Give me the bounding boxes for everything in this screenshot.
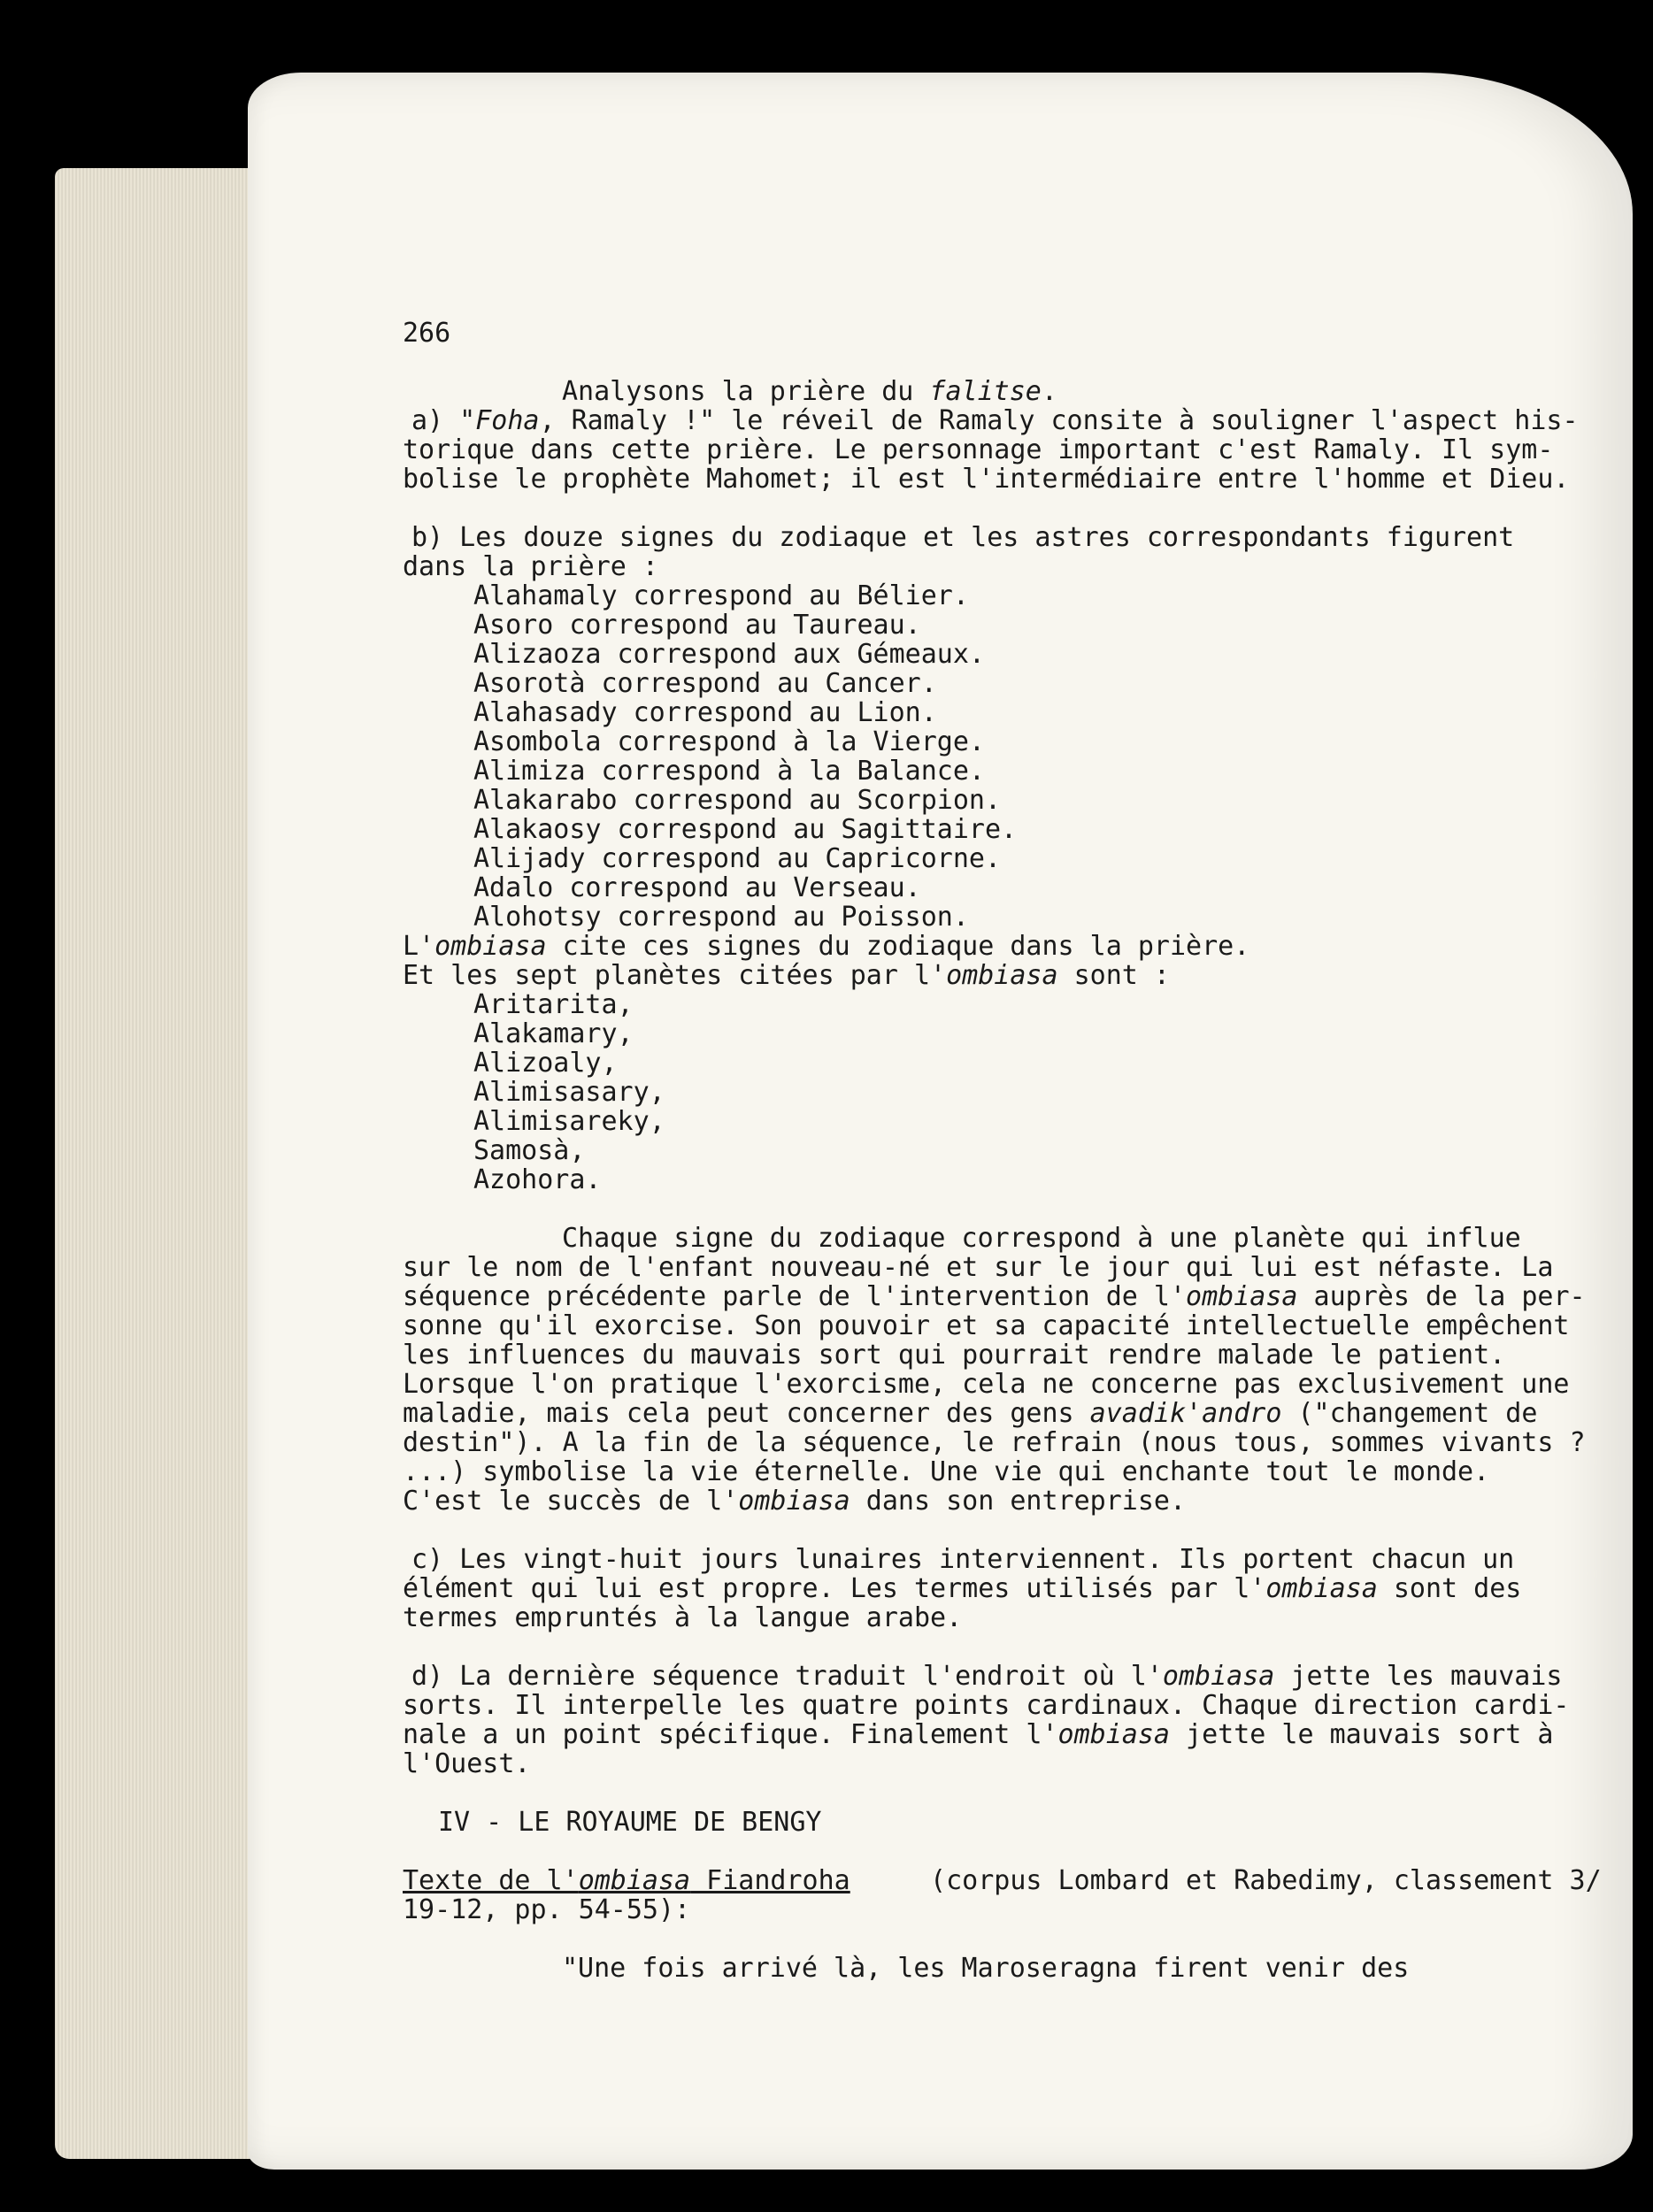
para-b-line-2: dans la prière : [403,551,658,582]
intro-line: Analysons la prière du falitse. [562,376,1057,407]
para-d-line-2: sorts. Il interpelle les quatre points cardinaux. Chaque direction cardi- [403,1690,1570,1721]
page-number: 266 [403,318,451,349]
planet-item: Alimisasary, [473,1077,665,1108]
zodiac-item: Asombola correspond à la Vierge. [473,726,985,757]
para-line-2: sur le nom de l'enfant nouveau-né et sur le jour qui lui est néfaste. La [403,1252,1554,1283]
para-line-3: séquence précédente parle de l'intervention de l'ombiasa auprès de la per- [403,1281,1586,1312]
para-c-line-3: termes empruntés à la langue arabe. [403,1602,963,1633]
zodiac-item: Asoro correspond au Taureau. [473,610,921,641]
para-b-line-1: b) Les douze signes du zodiaque et les astres correspondants figurent [411,522,1515,553]
zodiac-item: Alohotsy correspond au Poisson. [473,902,969,933]
quote-line: "Une fois arrivé là, les Maroseragna firent venir des [562,1953,1410,1984]
page-block-edge [55,168,267,2159]
zodiac-item: Alakarabo correspond au Scorpion. [473,785,1002,816]
zodiac-item: Alahasady correspond au Lion. [473,697,937,728]
cite-line-1: L'ombiasa cite ces signes du zodiaque dans la prière. [403,931,1250,962]
page-text [403,318,1602,1984]
zodiac-list [403,581,1491,932]
para-c-line-2: élément qui lui est propre. Les termes utilisés par l'ombiasa sont des [403,1573,1522,1604]
planet-item: Azohora. [473,1164,602,1195]
planet-item: Alimisareky, [473,1106,665,1137]
para-line-8: destin"). A la fin de la séquence, le refrain (nous tous, sommes vivants ? [403,1427,1586,1458]
para-line-10: C'est le succès de l'ombiasa dans son entreprise. [403,1486,1187,1517]
para-line-7: maladie, mais cela peut concerner des gens avadik'andro ("changement de [403,1398,1538,1429]
texte-line-1: Texte de l'ombiasa Fiandroha (corpus Lombard et Rabedimy, classement 3/ [403,1865,1602,1896]
para-c-line-1: c) Les vingt-huit jours lunaires interviennent. Ils portent chacun un [411,1544,1515,1575]
para-line-5: les influences du mauvais sort qui pourrait rendre malade le patient. [403,1340,1506,1371]
planet-item: Alakamary, [473,1018,634,1049]
planet-item: Aritarita, [473,989,634,1020]
para-a-line-1: a) "Foha, Ramaly !" le réveil de Ramaly consite à souligner l'aspect his- [411,405,1579,436]
cite-line-2: Et les sept planètes citées par l'ombiasa sont : [403,960,1170,991]
para-a-line-2: torique dans cette prière. Le personnage important c'est Ramaly. Il sym- [403,434,1554,465]
para-line-6: Lorsque l'on pratique l'exorcisme, cela ne concerne pas exclusivement une [403,1369,1570,1400]
para-d-line-4: l'Ouest. [403,1748,531,1779]
zodiac-item: Alizaoza correspond aux Gémeaux. [473,639,985,670]
zodiac-item: Asorotà correspond au Cancer. [473,668,937,699]
para-d-line-3: nale a un point spécifique. Finalement l'ombiasa jette le mauvais sort à [403,1719,1554,1750]
planet-item: Alizoaly, [473,1048,618,1079]
para-d-line-1: d) La dernière séquence traduit l'endroit où l'ombiasa jette les mauvais [411,1661,1563,1692]
planet-item: Samosà, [473,1135,586,1166]
para-line-4: sonne qu'il exorcise. Son pouvoir et sa capacité intellectuelle empêchent [403,1310,1570,1341]
planet-list [403,990,1491,1194]
para-line-1: Chaque signe du zodiaque correspond à une planète qui influe [562,1223,1521,1254]
section-title: IV - LE ROYAUME DE BENGY [438,1807,822,1838]
zodiac-item: Alakaosy correspond au Sagittaire. [473,814,1018,845]
zodiac-item: Adalo correspond au Verseau. [473,872,921,903]
zodiac-item: Alahamaly correspond au Bélier. [473,580,969,611]
para-a-line-3: bolise le prophète Mahomet; il est l'intermédiaire entre l'homme et Dieu. [403,464,1570,495]
zodiac-item: Alijady correspond au Capricorne. [473,843,1002,874]
para-line-9: ...) symbolise la vie éternelle. Une vie qui enchante tout le monde. [403,1456,1490,1487]
zodiac-item: Alimiza correspond à la Balance. [473,756,985,787]
texte-line-2: 19-12, pp. 54-55): [403,1894,691,1925]
